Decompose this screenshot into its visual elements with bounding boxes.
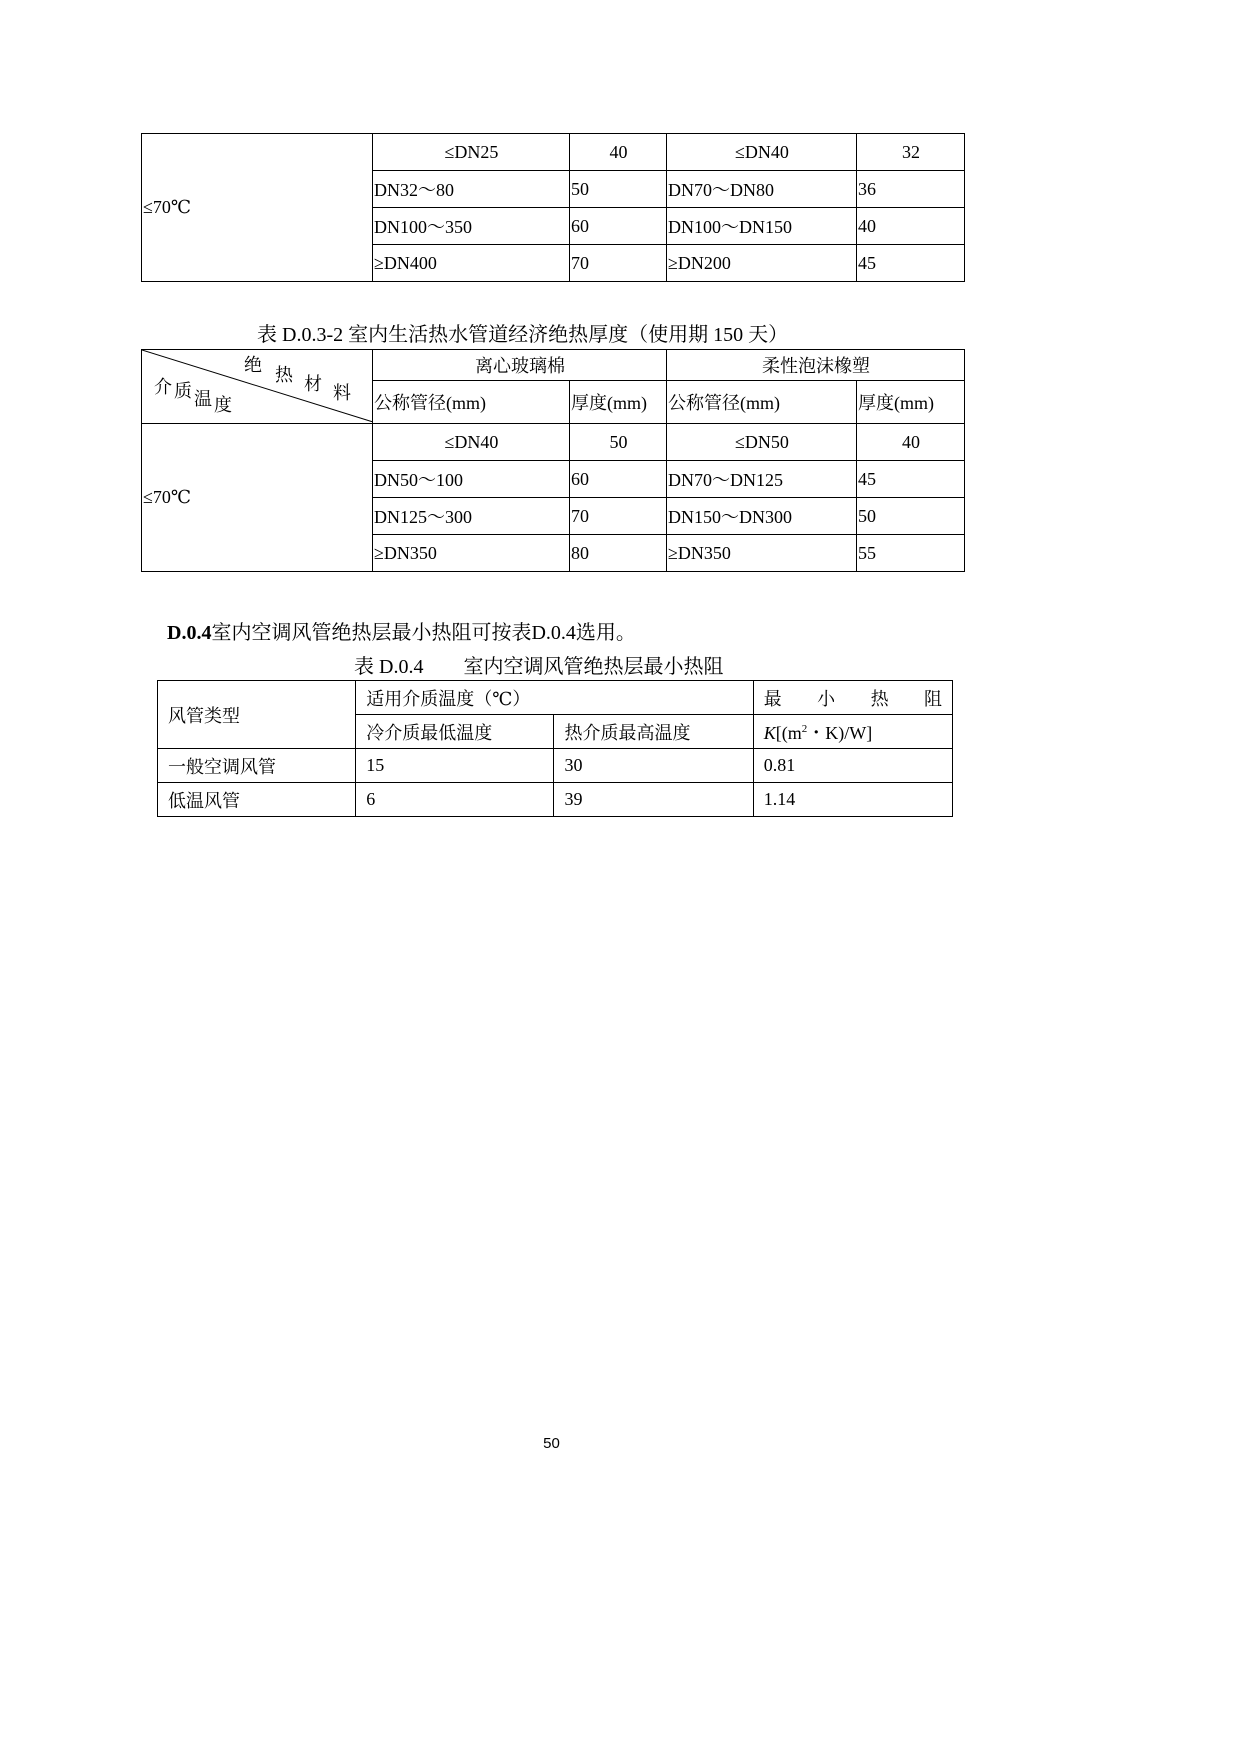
cell: 39 [554, 783, 753, 817]
table-caption: 表 D.0.4 室内空调风管绝热层最小热阻 [354, 656, 724, 678]
diag-label-char: 绝 [244, 355, 262, 375]
page-number: 50 [543, 1435, 560, 1452]
diag-label-char: 材 [304, 374, 322, 394]
group-header-foam-rubber: 柔性泡沫橡塑 [667, 350, 965, 381]
cell: 30 [554, 749, 753, 783]
table-header-row [158, 681, 953, 715]
unit-part: [(m [775, 722, 802, 743]
cell: 40 [857, 208, 965, 245]
diag-label-char: 度 [214, 395, 232, 415]
table-row [142, 134, 965, 171]
sub-header: 厚度(mm) [570, 381, 667, 424]
section-paragraph [167, 616, 636, 645]
cell: ≥DN350 [667, 535, 857, 572]
cell: DN50～100 [373, 461, 570, 498]
diag-label-char: 温 [194, 389, 212, 409]
header-char: 小 [817, 688, 836, 709]
cell: 36 [857, 171, 965, 208]
cell: 40 [570, 134, 667, 171]
diag-label-char: 料 [333, 383, 351, 403]
header-hot-max: 热介质最高温度 [554, 715, 753, 749]
diag-label-char: 介 [154, 377, 172, 397]
header-cold-min: 冷介质最低温度 [356, 715, 554, 749]
cell: ≥DN350 [373, 535, 570, 572]
sub-header: 公称管径(mm) [373, 381, 570, 424]
table-header-row [142, 350, 965, 381]
cell: 45 [857, 461, 965, 498]
table-row [142, 424, 965, 461]
cell: 80 [570, 535, 667, 572]
cell: 50 [857, 498, 965, 535]
cell: 70 [570, 498, 667, 535]
cell: DN70～DN80 [667, 171, 857, 208]
cell: 32 [857, 134, 965, 171]
table-pipe-insulation-continued [141, 133, 965, 282]
cell: 50 [570, 424, 667, 461]
cell: 50 [570, 171, 667, 208]
unit-k: K [763, 722, 776, 743]
sub-header: 厚度(mm) [857, 381, 965, 424]
diag-label-char: 质 [174, 381, 192, 401]
cell: 40 [857, 424, 965, 461]
cell: 6 [356, 783, 554, 817]
cell: 一般空调风管 [158, 749, 356, 783]
unit-superscript: 2 [801, 722, 808, 735]
cell: ≥DN400 [373, 245, 570, 282]
cell: ≤DN40 [373, 424, 570, 461]
cell: DN100～DN150 [667, 208, 857, 245]
cell: ≤DN25 [373, 134, 570, 171]
cell: DN70～DN125 [667, 461, 857, 498]
table-hot-water-insulation [141, 349, 965, 572]
sub-header: 公称管径(mm) [667, 381, 857, 424]
cell: ≥DN200 [667, 245, 857, 282]
diag-label-char: 热 [275, 365, 293, 385]
table-caption: 表 D.0.3-2 室内生活热水管道经济绝热厚度（使用期 150 天） [257, 324, 789, 346]
cell: DN100～350 [373, 208, 570, 245]
table-duct-thermal-resistance [157, 680, 953, 817]
header-medium-temperature: 适用介质温度（℃） [356, 681, 753, 715]
header-char: 阻 [923, 688, 942, 709]
section-number: D.0.4 [167, 622, 212, 644]
header-char: 热 [870, 688, 889, 709]
unit-part: ・K)/W] [807, 722, 873, 743]
header-char: 最 [763, 688, 782, 709]
cell: 低温风管 [158, 783, 356, 817]
table-row [158, 749, 953, 783]
cell: 1.14 [753, 783, 952, 817]
cell: 70 [570, 245, 667, 282]
cell: 0.81 [753, 749, 952, 783]
cell: DN32～80 [373, 171, 570, 208]
cell: ≤DN50 [667, 424, 857, 461]
cell: DN125～300 [373, 498, 570, 535]
cell: ≤DN40 [667, 134, 857, 171]
group-header-glass-wool: 离心玻璃棉 [373, 350, 667, 381]
temperature-cell: ≤70℃ [142, 424, 373, 572]
cell: 55 [857, 535, 965, 572]
temperature-cell: ≤70℃ [142, 134, 373, 282]
section-text: 室内空调风管绝热层最小热阻可按表D.0.4选用。 [211, 622, 636, 644]
cell: 15 [356, 749, 554, 783]
cell: DN150～DN300 [667, 498, 857, 535]
cell: 60 [570, 461, 667, 498]
cell: 60 [570, 208, 667, 245]
header-resistance-unit [753, 715, 952, 749]
diagonal-header-cell [142, 350, 373, 424]
header-min-resistance [753, 681, 952, 715]
header-duct-type: 风管类型 [158, 681, 356, 749]
table-row [158, 783, 953, 817]
cell: 45 [857, 245, 965, 282]
